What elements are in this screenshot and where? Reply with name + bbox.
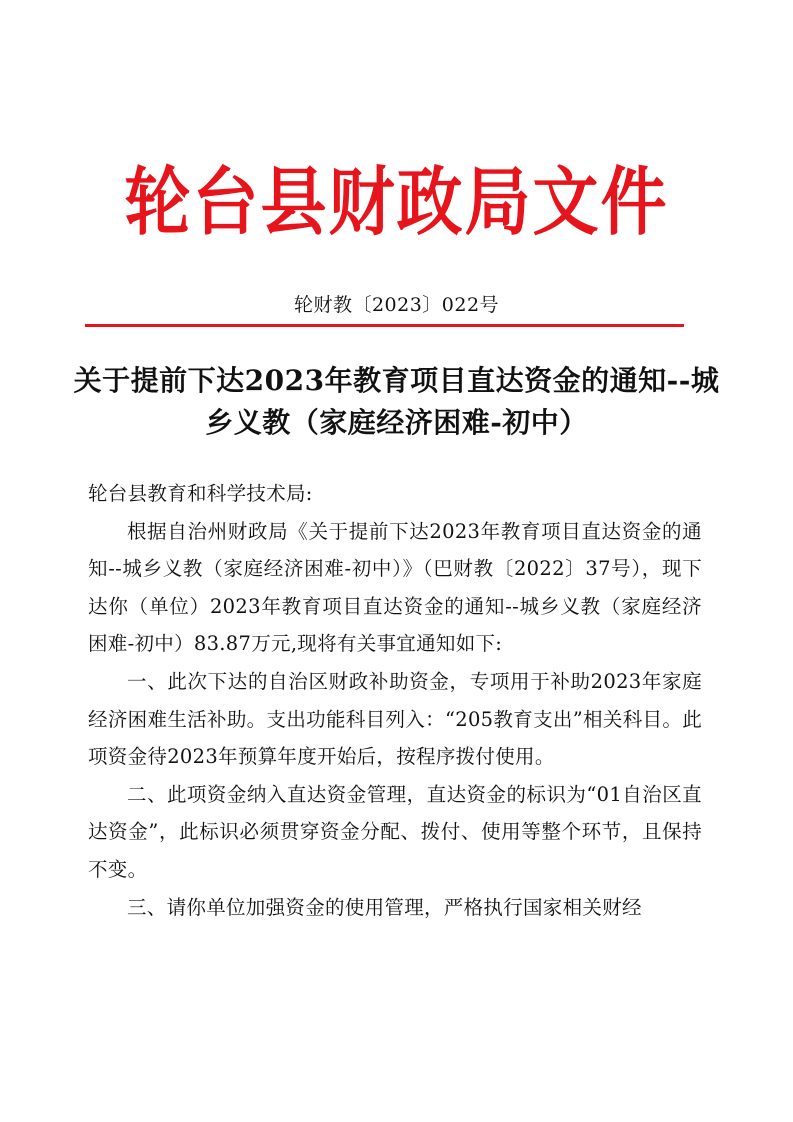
document-title: 关于提前下达2023年教育项目直达资金的通知--城乡义教（家庭经济困难-初中） [73,364,720,439]
body-paragraph-2: 一、此次下达的自治区财政补助资金，专项用于补助2023年家庭经济困难生活补助。支出功能科目列入：“205教育支出”相关科目。此项资金待2023年预算年度开始后，按程序拨付使用。 [88,669,702,769]
body-paragraph-4: 三、请你单位加强资金的使用管理，严格执行国家相关财经 [127,895,642,919]
body-paragraph-1: 根据自治州财政局《关于提前下达2023年教育项目直达资金的通知--城乡义教（家庭经济困难-初中）》（巴财教〔2022〕37号），现下达你（单位）2023年教育项目直达资金的通知--城乡义教（家庭经济困难-初中）83.87万元,现将有关事宜通知如下: [88,519,702,656]
document-number: 轮财教〔2023〕022号 [293,294,500,316]
red-divider-line [85,324,684,327]
document-masthead: 轮台县财政局文件 [124,157,669,246]
body-paragraph-3: 二、此项资金纳入直达资金管理，直达资金的标识为“01自治区直达资金”，此标识必须贯穿资金分配、拨付、使用等整个环节，且保持不变。 [88,782,702,881]
salutation: 轮台县教育和科学技术局: [88,482,313,505]
document-body [88,475,702,926]
